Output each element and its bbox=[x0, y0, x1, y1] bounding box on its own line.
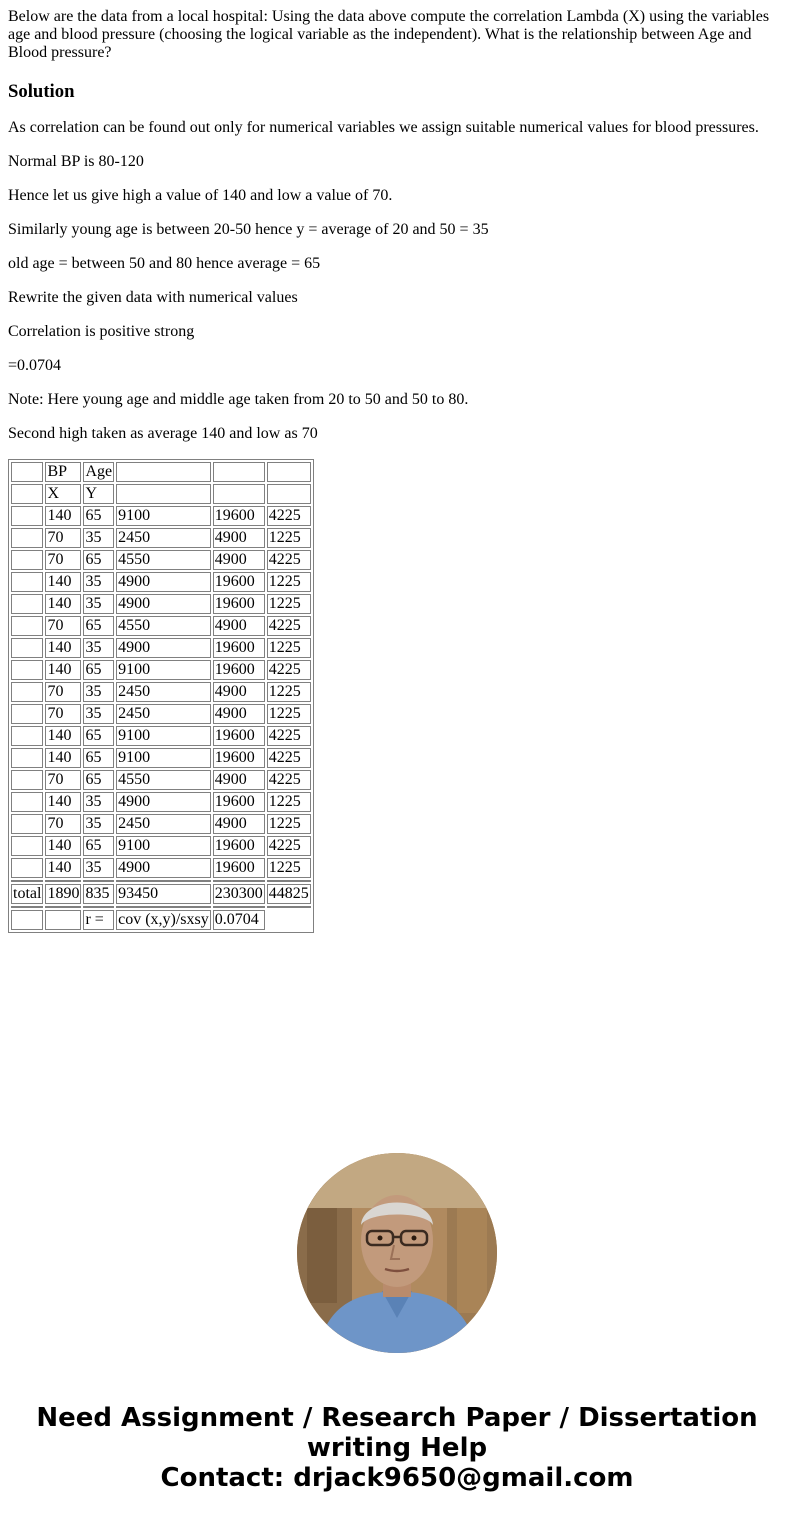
table-cell-empty bbox=[267, 910, 311, 930]
table-row bbox=[11, 572, 311, 592]
table-cell: 35 bbox=[83, 858, 114, 878]
table-cell: 70 bbox=[45, 770, 81, 790]
table-cell: 44825 bbox=[268, 885, 309, 902]
table-cell: 1225 bbox=[267, 528, 311, 548]
table-cell: 4900 bbox=[213, 528, 265, 548]
solution-heading: Solution bbox=[8, 81, 75, 102]
table-cell: 1225 bbox=[267, 704, 311, 724]
table-cell: 1225 bbox=[267, 638, 311, 658]
table-cell: 4225 bbox=[267, 616, 311, 636]
solution-paragraph: Note: Here young age and middle age taken from 20 to 50 and 50 to 80. bbox=[8, 391, 469, 408]
author-avatar bbox=[297, 1153, 497, 1353]
table-cell: 4900 bbox=[213, 814, 265, 834]
table-cell: 1225 bbox=[267, 594, 311, 614]
table-separator-cell bbox=[83, 906, 114, 908]
table-cell: 4900 bbox=[213, 616, 265, 636]
table-cell: 19600 bbox=[213, 594, 265, 614]
table-cell: 2450 bbox=[116, 704, 211, 724]
solution-paragraph: Normal BP is 80-120 bbox=[8, 153, 144, 170]
table-cell bbox=[11, 528, 43, 548]
table-cell: 19600 bbox=[213, 726, 265, 746]
table-cell: total bbox=[13, 885, 42, 902]
table-cell: 35 bbox=[83, 814, 114, 834]
table-cell: 65 bbox=[83, 660, 114, 680]
table-separator-row bbox=[11, 906, 311, 908]
table-cell: 35 bbox=[83, 594, 114, 614]
table-separator-cell bbox=[11, 880, 43, 882]
table-cell bbox=[11, 462, 43, 482]
table-cell: 70 bbox=[45, 528, 81, 548]
table-separator-cell bbox=[267, 906, 311, 908]
table-cell bbox=[267, 484, 311, 504]
table-cell: 140 bbox=[45, 748, 81, 768]
table-cell: 70 bbox=[45, 616, 81, 636]
table-row bbox=[11, 594, 311, 614]
table-cell: 1225 bbox=[267, 814, 311, 834]
table-row bbox=[11, 770, 311, 790]
table-cell: 65 bbox=[83, 836, 114, 856]
table-separator-cell bbox=[45, 906, 81, 908]
table-cell: 65 bbox=[83, 748, 114, 768]
table-row bbox=[11, 550, 311, 570]
table-cell bbox=[116, 462, 211, 482]
table-cell: 140 bbox=[45, 858, 81, 878]
table-cell: 9100 bbox=[116, 660, 211, 680]
table-separator-cell bbox=[11, 906, 43, 908]
table-cell bbox=[11, 910, 43, 930]
portrait-image bbox=[297, 1153, 497, 1353]
table-cell bbox=[267, 462, 311, 482]
table-separator-cell bbox=[83, 880, 114, 882]
table-cell: r = bbox=[83, 910, 114, 930]
table-cell: 4900 bbox=[116, 594, 211, 614]
table-cell: 2450 bbox=[116, 682, 211, 702]
table-cell bbox=[11, 660, 43, 680]
table-cell: 35 bbox=[83, 704, 114, 724]
table-cell bbox=[213, 462, 265, 482]
table-cell: 140 bbox=[45, 572, 81, 592]
table-total-row bbox=[11, 884, 311, 904]
promo-line-2: writing Help bbox=[306, 1433, 488, 1463]
table-cell: 1890 bbox=[47, 885, 80, 902]
solution-paragraph: Second high taken as average 140 and low as 70 bbox=[8, 425, 318, 442]
table-cell: 35 bbox=[83, 572, 114, 592]
solution-paragraph: Rewrite the given data with numerical values bbox=[8, 289, 298, 306]
table-cell: 70 bbox=[45, 814, 81, 834]
table-cell: 70 bbox=[45, 550, 81, 570]
table-cell: 1225 bbox=[267, 682, 311, 702]
table-cell: 4900 bbox=[213, 550, 265, 570]
promo-footer bbox=[0, 1403, 794, 1493]
table-cell: 4225 bbox=[267, 748, 311, 768]
table-cell: 19600 bbox=[213, 660, 265, 680]
table-row bbox=[11, 836, 311, 856]
table-cell: 9100 bbox=[116, 748, 211, 768]
table-separator-cell bbox=[267, 880, 311, 882]
table-cell: 140 bbox=[45, 506, 81, 526]
table-cell: 4225 bbox=[267, 770, 311, 790]
table-cell bbox=[11, 616, 43, 636]
table-cell: 4900 bbox=[116, 638, 211, 658]
table-cell: 35 bbox=[83, 638, 114, 658]
table-cell: 4225 bbox=[267, 660, 311, 680]
question-text: Below are the data from a local hospital: Using the data above compute the correlation Lambda (X) using the variables age and blood pressure (choosing the logical variable as the independent). What is the relationship between Age and Blood pressure? bbox=[8, 8, 770, 61]
table-cell bbox=[11, 638, 43, 658]
table-cell: 19600 bbox=[213, 836, 265, 856]
solution-paragraph: Similarly young age is between 20-50 hence y = average of 20 and 50 = 35 bbox=[8, 221, 489, 238]
table-cell: 19600 bbox=[213, 506, 265, 526]
table-cell: 140 bbox=[45, 594, 81, 614]
table-cell: 65 bbox=[83, 726, 114, 746]
table-cell: 9100 bbox=[116, 726, 211, 746]
table-cell: 4225 bbox=[267, 506, 311, 526]
table-cell: 19600 bbox=[213, 792, 265, 812]
solution-paragraph: =0.0704 bbox=[8, 357, 62, 374]
table-cell bbox=[11, 748, 43, 768]
table-cell: 1225 bbox=[267, 572, 311, 592]
table-cell: 35 bbox=[83, 682, 114, 702]
table-cell: X bbox=[45, 484, 81, 504]
table-separator-cell bbox=[45, 880, 81, 882]
table-cell: Age bbox=[85, 463, 113, 480]
solution-paragraph: As correlation can be found out only for numerical variables we assign suitable numerical values for blood pressures. bbox=[8, 119, 759, 136]
table-cell: 65 bbox=[83, 616, 114, 636]
table-cell bbox=[213, 484, 265, 504]
table-cell: 140 bbox=[45, 836, 81, 856]
table-cell: Y bbox=[83, 484, 114, 504]
table-cell: 19600 bbox=[213, 638, 265, 658]
table-row bbox=[11, 660, 311, 680]
table-row bbox=[11, 528, 311, 548]
table-separator-cell bbox=[116, 906, 211, 908]
table-cell: 35 bbox=[83, 792, 114, 812]
solution-paragraph: old age = between 50 and 80 hence average = 65 bbox=[8, 255, 321, 272]
table-row bbox=[11, 748, 311, 768]
table-cell: 4550 bbox=[116, 616, 211, 636]
table-cell bbox=[11, 594, 43, 614]
table-cell bbox=[11, 770, 43, 790]
table-separator-cell bbox=[116, 880, 211, 882]
table-cell bbox=[11, 484, 43, 504]
table-row bbox=[11, 814, 311, 834]
table-cell: 4225 bbox=[267, 726, 311, 746]
table-cell: 9100 bbox=[116, 836, 211, 856]
table-row bbox=[11, 616, 311, 636]
solution-paragraph: Hence let us give high a value of 140 and low a value of 70. bbox=[8, 187, 393, 204]
table-cell: 9100 bbox=[116, 506, 211, 526]
table-cell: 4550 bbox=[116, 770, 211, 790]
table-cell bbox=[11, 550, 43, 570]
table-cell: 4900 bbox=[116, 792, 211, 812]
table-cell bbox=[11, 836, 43, 856]
table-cell: 2450 bbox=[116, 528, 211, 548]
table-separator-row bbox=[11, 880, 311, 882]
table-cell: 140 bbox=[45, 638, 81, 658]
table-cell: 93450 bbox=[116, 884, 211, 904]
table-cell bbox=[11, 726, 43, 746]
table-cell: 1225 bbox=[267, 858, 311, 878]
table-cell bbox=[11, 704, 43, 724]
table-cell: 4900 bbox=[213, 770, 265, 790]
table-result-row bbox=[11, 910, 311, 930]
table-header-row bbox=[11, 484, 311, 504]
table-cell bbox=[11, 506, 43, 526]
table-cell: 4225 bbox=[267, 836, 311, 856]
table-cell: 140 bbox=[45, 792, 81, 812]
table-cell bbox=[11, 572, 43, 592]
table-cell: 70 bbox=[45, 704, 81, 724]
table-cell: 2450 bbox=[116, 814, 211, 834]
table-row bbox=[11, 506, 311, 526]
table-cell: 19600 bbox=[213, 572, 265, 592]
table-separator-cell bbox=[213, 906, 265, 908]
table-cell: 4225 bbox=[267, 550, 311, 570]
table-cell: 65 bbox=[83, 550, 114, 570]
table-cell bbox=[11, 858, 43, 878]
table-cell: 140 bbox=[45, 660, 81, 680]
table-cell: BP bbox=[45, 462, 81, 482]
table-cell bbox=[11, 682, 43, 702]
table-cell: 4900 bbox=[116, 858, 211, 878]
table-cell: 70 bbox=[45, 682, 81, 702]
table-row bbox=[11, 704, 311, 724]
table-row bbox=[11, 682, 311, 702]
table-cell: 19600 bbox=[213, 858, 265, 878]
promo-contact: Contact: drjack9650@gmail.com bbox=[160, 1463, 634, 1493]
table-cell bbox=[11, 814, 43, 834]
table-cell: 4900 bbox=[213, 704, 265, 724]
table-cell bbox=[11, 792, 43, 812]
table-cell: 140 bbox=[45, 726, 81, 746]
table-cell: 35 bbox=[83, 528, 114, 548]
solution-paragraphs bbox=[8, 119, 786, 443]
table-cell: 19600 bbox=[213, 748, 265, 768]
table-header-row bbox=[11, 462, 311, 482]
solution-paragraph: Correlation is positive strong bbox=[8, 323, 195, 340]
table-separator-cell bbox=[213, 880, 265, 882]
data-table bbox=[8, 459, 314, 933]
table-cell: 4900 bbox=[116, 572, 211, 592]
table-cell: 65 bbox=[83, 506, 114, 526]
table-cell: 0.0704 bbox=[213, 910, 265, 930]
table-cell: 230300 bbox=[214, 885, 263, 902]
table-row bbox=[11, 858, 311, 878]
table-cell bbox=[116, 484, 211, 504]
table-cell: 4900 bbox=[213, 682, 265, 702]
table-cell bbox=[45, 910, 81, 930]
table-cell: cov (x,y)/sxsy bbox=[118, 911, 209, 928]
table-row bbox=[11, 726, 311, 746]
table-cell: 4550 bbox=[116, 550, 211, 570]
table-cell: 65 bbox=[83, 770, 114, 790]
table-cell: 1225 bbox=[267, 792, 311, 812]
table-row bbox=[11, 792, 311, 812]
table-row bbox=[11, 638, 311, 658]
table-cell: 835 bbox=[83, 884, 114, 904]
promo-line-1: Need Assignment / Research Paper / Dissertation bbox=[36, 1403, 758, 1433]
